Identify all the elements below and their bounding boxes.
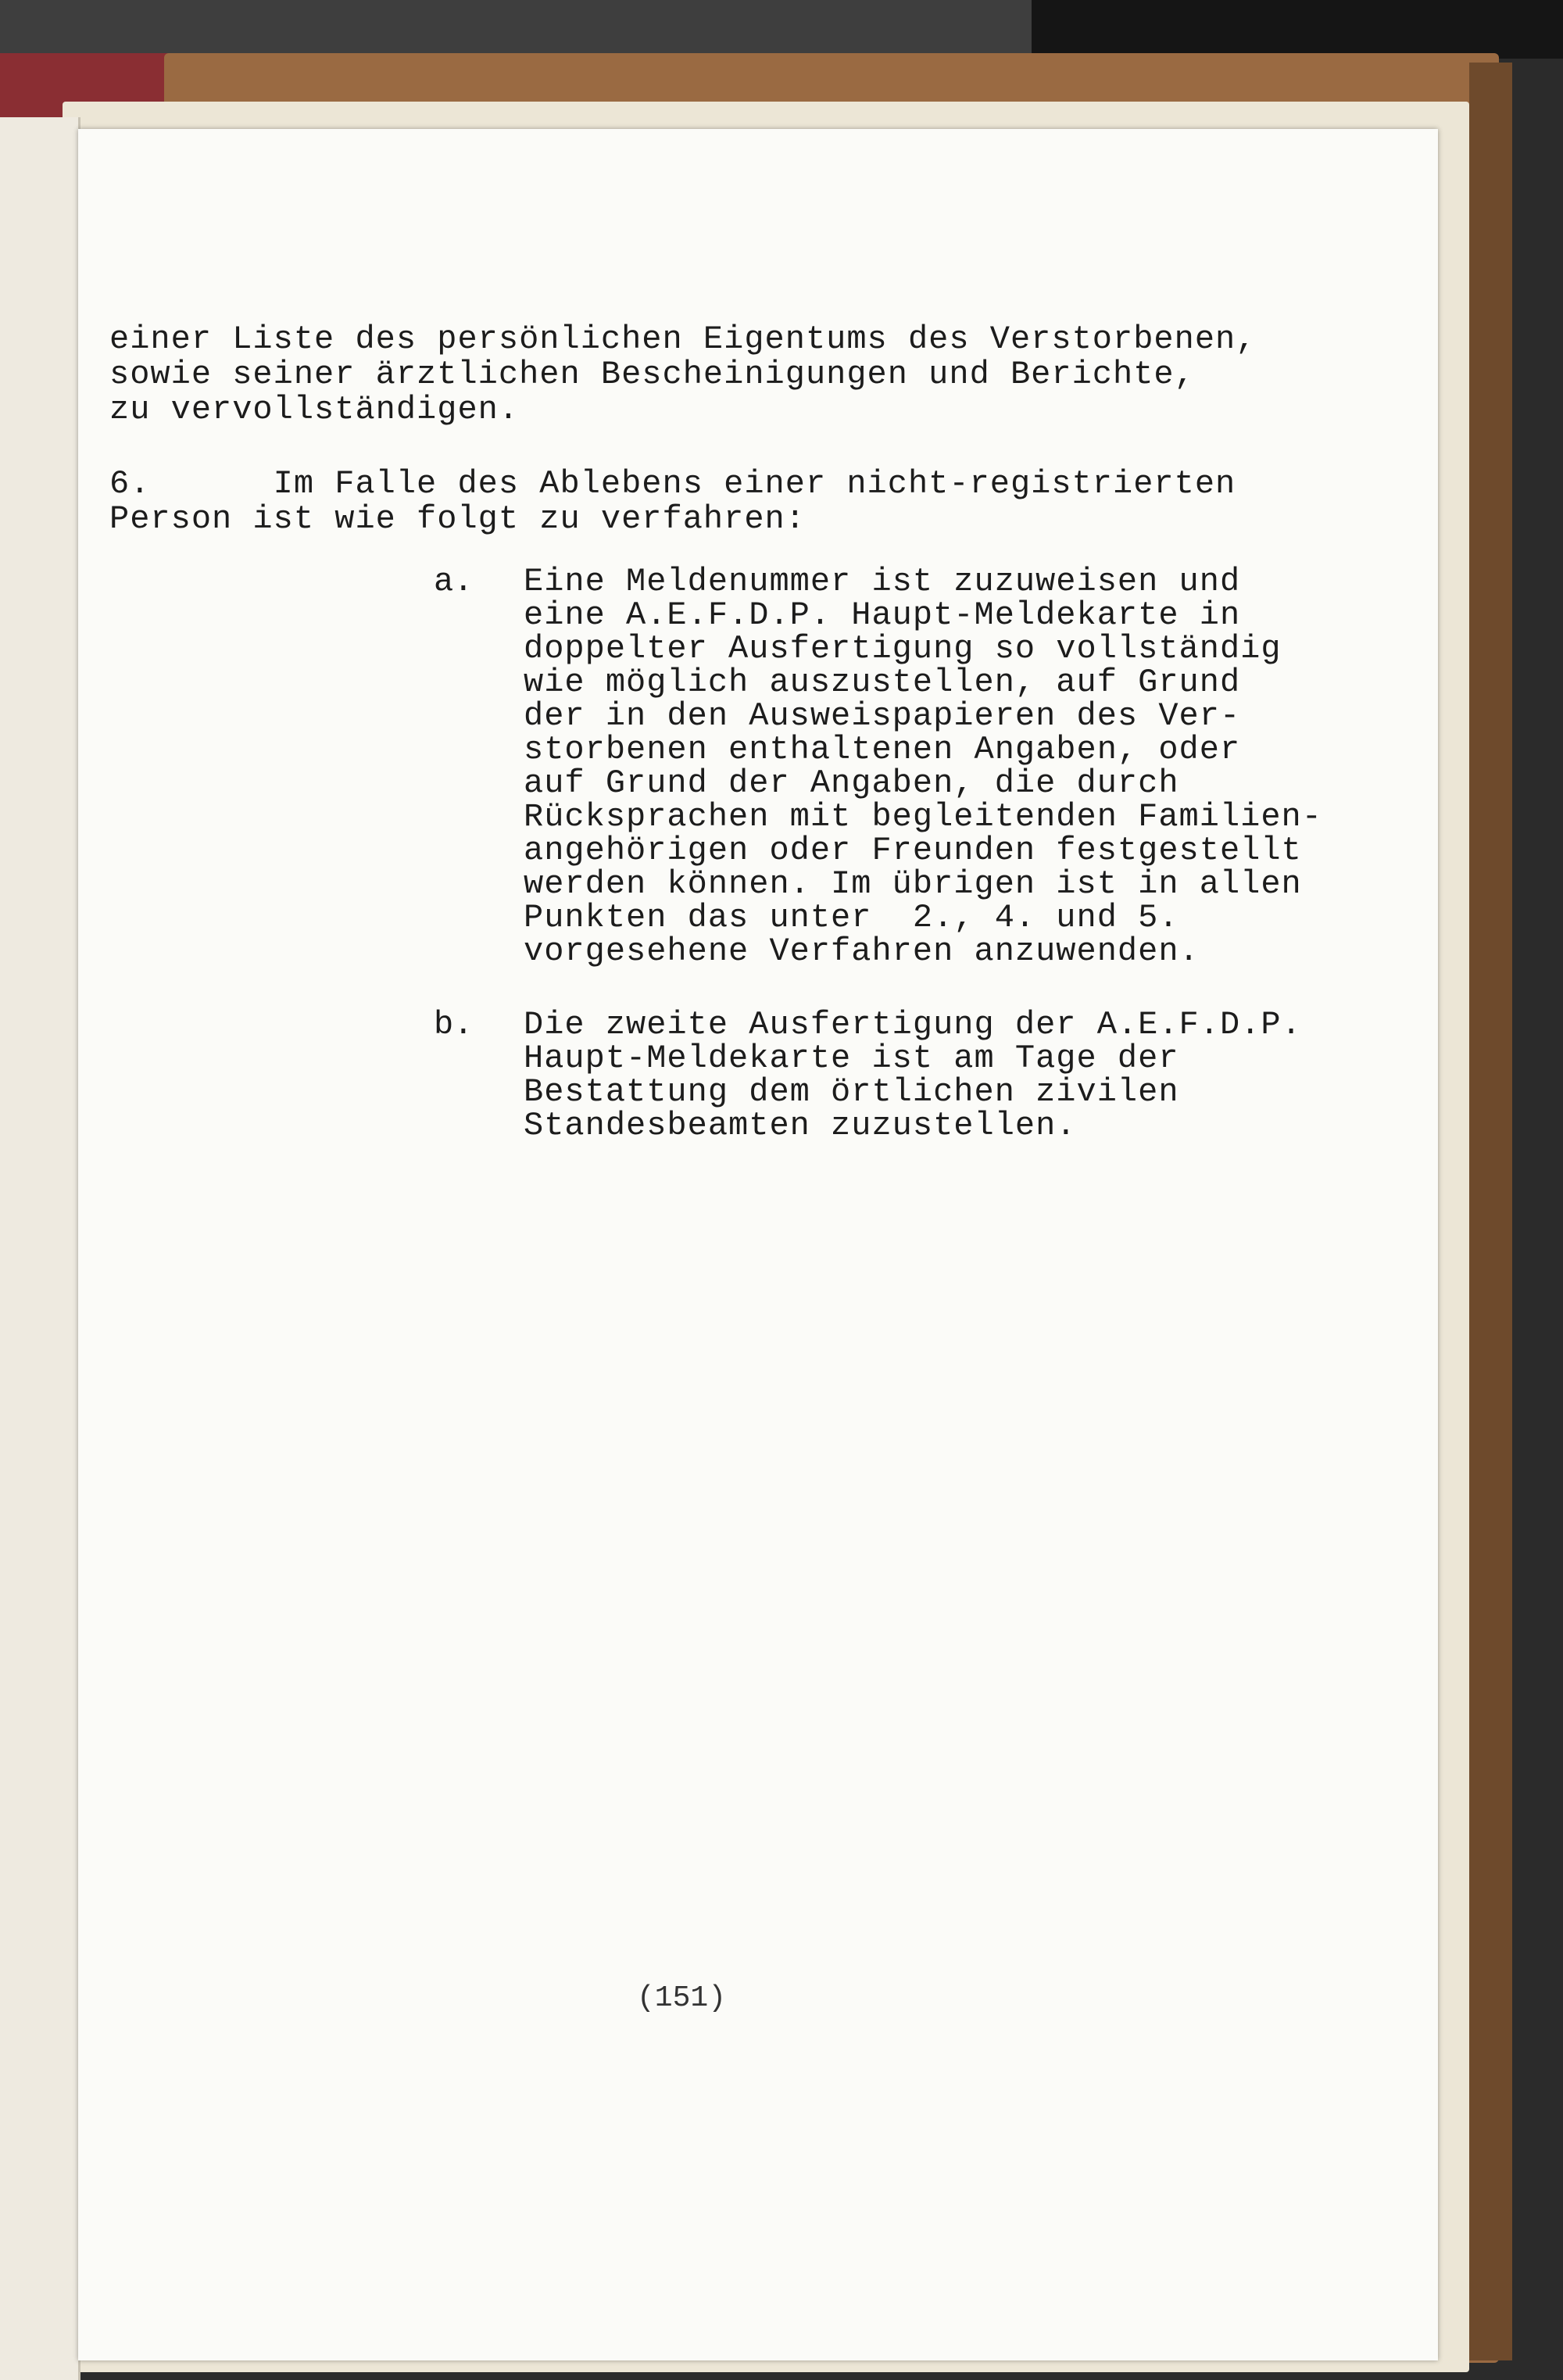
item-a-marker: a. bbox=[434, 563, 474, 600]
item-b-marker: b. bbox=[434, 1006, 474, 1043]
text-line: zu vervollständigen. bbox=[109, 391, 520, 428]
text-line: sowie seiner ärztlichen Bescheinigungen und Berichte, bbox=[109, 356, 1195, 393]
text-line: der in den Ausweispapieren des Ver- bbox=[524, 697, 1241, 735]
text-line: auf Grund der Angaben, die durch bbox=[524, 764, 1179, 802]
text-line: Rücksprachen mit begleitenden Familien- bbox=[524, 798, 1322, 836]
text-line: Eine Meldenummer ist zuzuweisen und bbox=[524, 563, 1241, 600]
text-line: Bestattung dem örtlichen zivilen bbox=[524, 1073, 1179, 1111]
background-top-left bbox=[0, 0, 1032, 59]
text-line: angehörigen oder Freunden festgestellt bbox=[524, 832, 1302, 869]
text-line: 6. Im Falle des Ablebens einer nicht-registrierten bbox=[109, 465, 1236, 503]
text-line: Standesbeamten zuzustellen. bbox=[524, 1107, 1077, 1144]
document-page bbox=[78, 129, 1438, 2360]
page-number: (151) bbox=[637, 1981, 727, 2015]
text-line: eine A.E.F.D.P. Haupt-Meldekarte in bbox=[524, 596, 1241, 634]
item-b-text bbox=[524, 1006, 1302, 1231]
text-line: vorgesehene Verfahren anzuwenden. bbox=[524, 932, 1200, 970]
text-line: doppelter Ausfertigung so vollständig bbox=[524, 630, 1282, 667]
background-top-right bbox=[1032, 0, 1563, 59]
text-line: Punkten das unter 2., 4. und 5. bbox=[524, 899, 1179, 936]
left-page-edge bbox=[0, 117, 80, 2380]
text-line: Die zweite Ausfertigung der A.E.F.D.P. bbox=[524, 1006, 1302, 1043]
text-line: Haupt-Meldekarte ist am Tage der bbox=[524, 1040, 1179, 1077]
text-line: storbenen enthaltenen Angaben, oder bbox=[524, 731, 1241, 768]
text-line: einer Liste des persönlichen Eigentums des Verstorbenen, bbox=[109, 320, 1257, 358]
text-line: werden können. Im übrigen ist in allen bbox=[524, 865, 1302, 903]
book-cover-edge bbox=[1469, 63, 1512, 2360]
text-line: Person ist wie folgt zu verfahren: bbox=[109, 500, 806, 538]
text-line: wie möglich auszustellen, auf Grund bbox=[524, 664, 1241, 701]
